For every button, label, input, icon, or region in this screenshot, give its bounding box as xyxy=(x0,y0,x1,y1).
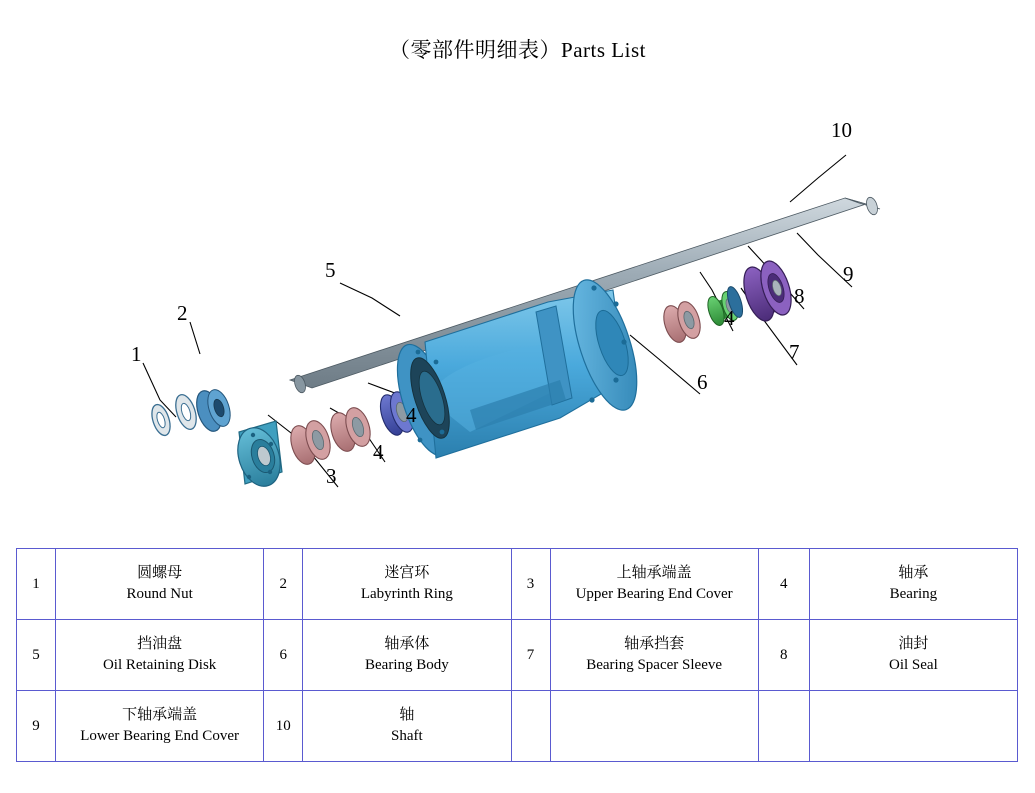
part-name-cell xyxy=(56,620,264,691)
part-number-cell: 10 xyxy=(264,691,303,762)
part-name-cn: 轴承 xyxy=(898,563,929,582)
part-number-cell: 3 xyxy=(511,549,550,620)
part-name-cn: 下轴承端盖 xyxy=(122,705,198,724)
part-name-cell xyxy=(56,691,264,762)
labyrinth-ring-part xyxy=(192,387,234,435)
part-number-cell: 6 xyxy=(264,620,303,691)
bearing-part-c xyxy=(660,299,705,345)
empty-number-cell xyxy=(511,691,550,762)
callout-4-left-upper: 4 xyxy=(406,403,417,427)
part-number-cell: 7 xyxy=(511,620,550,691)
part-number-cell: 8 xyxy=(758,620,809,691)
callout-7: 7 xyxy=(789,340,800,364)
part-name-cell xyxy=(303,691,511,762)
assembly-drawing-svg xyxy=(0,80,1035,530)
callout-9: 9 xyxy=(843,262,854,286)
part-name-cell xyxy=(809,549,1017,620)
part-name-cell xyxy=(56,549,264,620)
part-name-cn: 轴 xyxy=(399,705,415,724)
part-name-en: Upper Bearing End Cover xyxy=(575,586,733,602)
empty-number-cell xyxy=(758,691,809,762)
part-name-cn: 圆螺母 xyxy=(137,563,183,582)
bearing-body-part xyxy=(386,273,650,462)
callout-3: 3 xyxy=(326,464,337,488)
part-name-cn: 迷宫环 xyxy=(384,563,430,582)
empty-name-cell xyxy=(809,691,1017,762)
table-row xyxy=(17,549,1018,620)
part-name-cell xyxy=(303,620,511,691)
part-number-cell: 4 xyxy=(758,549,809,620)
bearing-part-b xyxy=(326,405,374,455)
parts-list-table xyxy=(16,548,1018,762)
callout-1: 1 xyxy=(131,342,142,366)
assembly-diagram xyxy=(0,80,1035,530)
part-name-cn: 油封 xyxy=(898,634,929,653)
part-name-cell xyxy=(809,620,1017,691)
part-number-cell: 9 xyxy=(17,691,56,762)
empty-name-cell xyxy=(550,691,758,762)
part-name-en: Bearing xyxy=(889,586,938,602)
part-number-cell: 2 xyxy=(264,549,303,620)
part-name-en: Round Nut xyxy=(126,586,193,602)
callout-8: 8 xyxy=(794,284,805,308)
lower-bearing-end-cover-part xyxy=(738,257,797,324)
part-name-en: Oil Seal xyxy=(889,657,938,673)
part-name-cell xyxy=(550,620,758,691)
bearing-part-a xyxy=(286,418,334,468)
table-row xyxy=(17,620,1018,691)
callout-5: 5 xyxy=(325,258,336,282)
callout-6: 6 xyxy=(697,370,708,394)
upper-bearing-end-cover-part xyxy=(231,421,288,492)
callout-2: 2 xyxy=(177,301,188,325)
part-name-cell xyxy=(550,549,758,620)
callout-4-right: 4 xyxy=(724,306,735,330)
assembly-geometry xyxy=(148,196,880,492)
part-name-cn: 轴承挡套 xyxy=(624,634,685,653)
callout-4-left-lower: 4 xyxy=(373,440,384,464)
part-name-en: Bearing Body xyxy=(365,657,449,673)
callout-10: 10 xyxy=(831,118,852,142)
page-title: （零部件明细表）Parts List xyxy=(389,38,646,62)
part-name-en: Lower Bearing End Cover xyxy=(80,728,239,744)
part-name-en: Shaft xyxy=(391,728,423,744)
part-name-cell xyxy=(303,549,511,620)
part-name-en: Bearing Spacer Sleeve xyxy=(586,657,723,673)
part-name-cn: 轴承体 xyxy=(384,634,430,653)
part-name-en: Labyrinth Ring xyxy=(360,586,453,602)
part-name-cn: 上轴承端盖 xyxy=(616,563,692,582)
part-name-en: Oil Retaining Disk xyxy=(102,657,217,673)
table-row xyxy=(17,691,1018,762)
part-number-cell: 1 xyxy=(17,549,56,620)
part-number-cell: 5 xyxy=(17,620,56,691)
part-name-cn: 挡油盘 xyxy=(137,634,183,653)
